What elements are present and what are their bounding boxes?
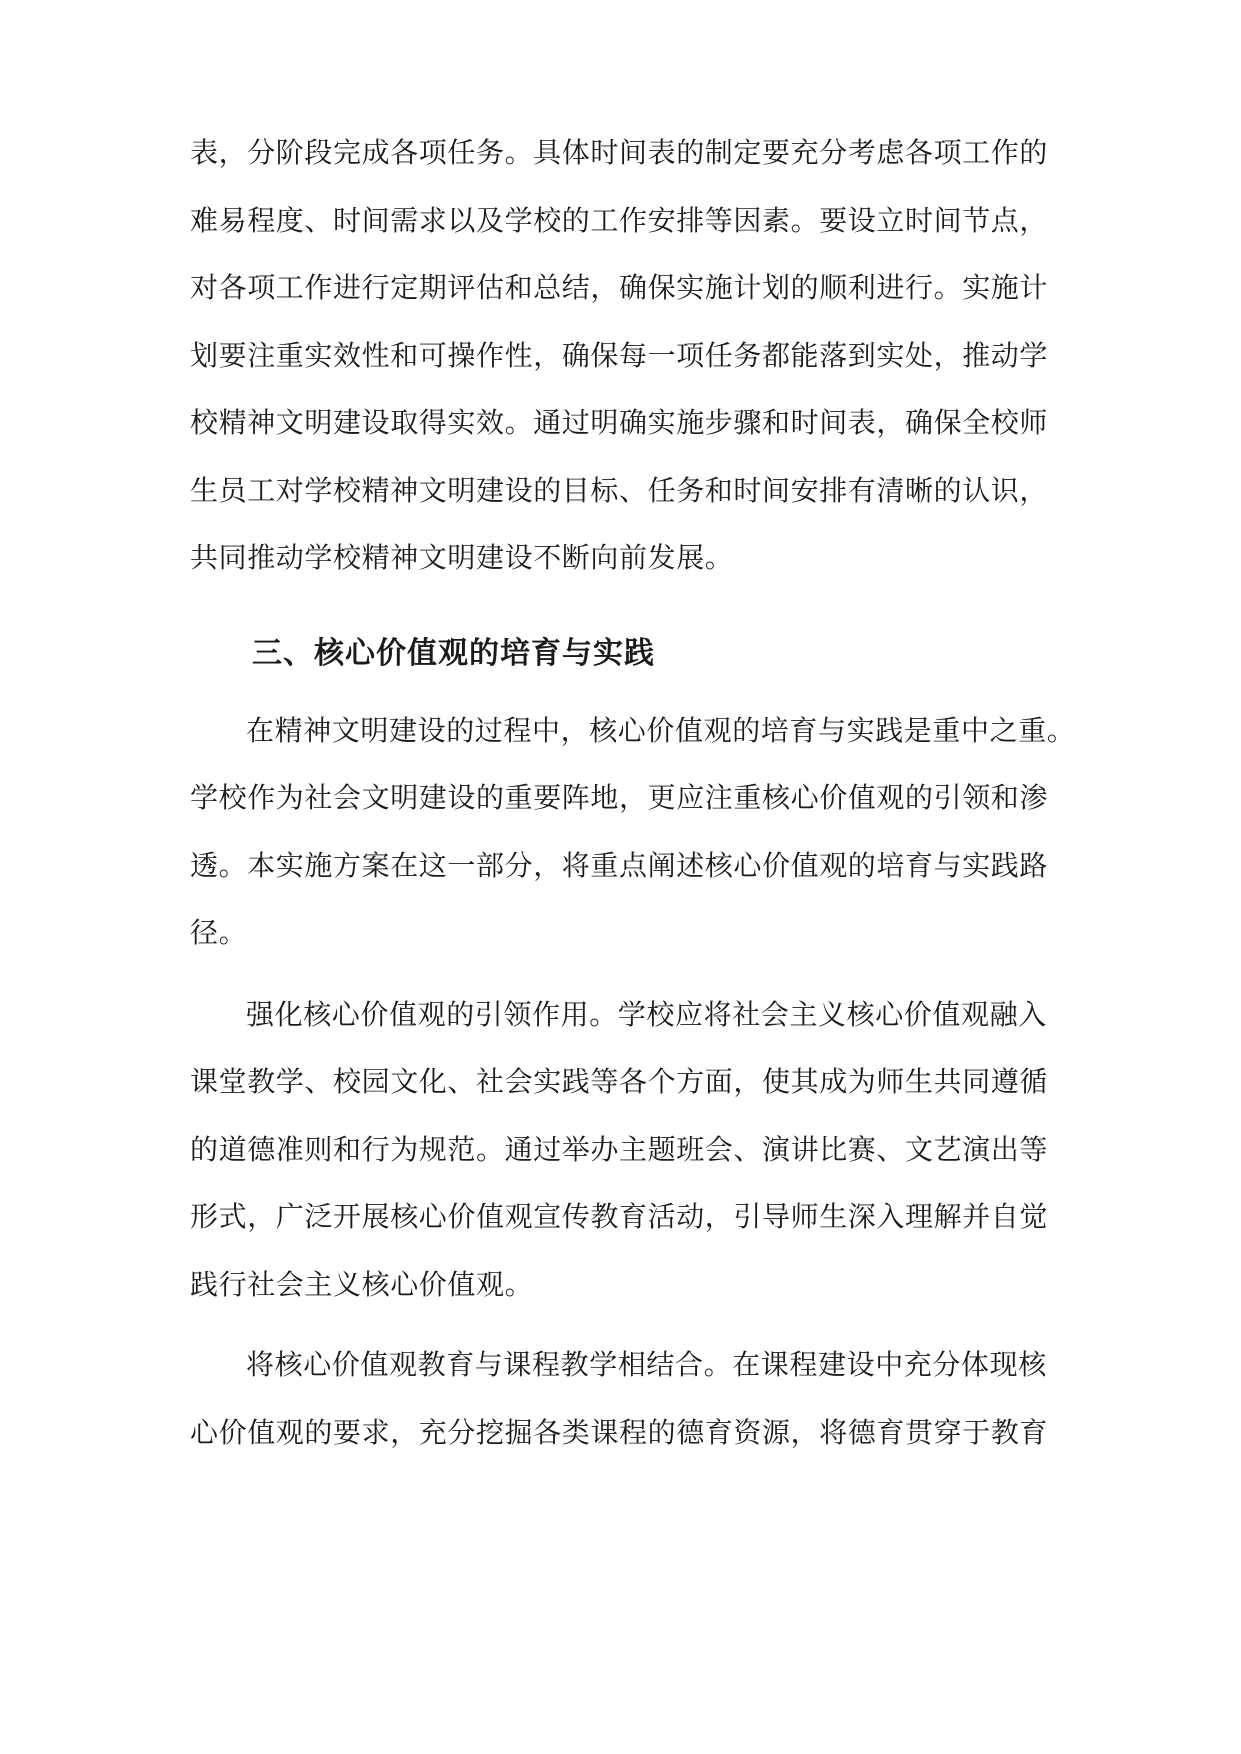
paragraph2-line: 径。 [190,916,248,949]
paragraph1-line: 划要注重实效性和可操作性，确保每一项任务都能落到实处，推动学 [190,339,1049,372]
paragraph2-line: 透。本实施方案在这一部分，将重点阐述核心价值观的培育与实践路 [190,849,1049,882]
paragraph4-line: 心价值观的要求，充分挖掘各类课程的德育资源，将德育贯穿于教育 [190,1416,1049,1449]
paragraph3-line: 的道德准则和行为规范。通过举办主题班会、演讲比赛、文艺演出等 [190,1133,1049,1166]
paragraph1-line: 难易程度、时间需求以及学校的工作安排等因素。要设立时间节点， [190,204,1049,237]
paragraph3-line: 强化核心价值观的引领作用。学校应将社会主义核心价值观融入 [246,998,1047,1031]
paragraph1-line: 表，分阶段完成各项任务。具体时间表的制定要充分考虑各项工作的 [190,136,1049,169]
paragraph2-line: 在精神文明建设的过程中，核心价值观的培育与实践是重中之重。 [246,714,1076,747]
paragraph1-line: 生员工对学校精神文明建设的目标、任务和时间安排有清晰的认识， [190,474,1049,507]
paragraph3-line: 践行社会主义核心价值观。 [190,1268,534,1301]
paragraph3-line: 形式，广泛开展核心价值观宣传教育活动，引导师生深入理解并自觉 [190,1200,1049,1233]
paragraph1-line: 共同推动学校精神文明建设不断向前发展。 [190,541,734,574]
paragraph1-line: 对各项工作进行定期评估和总结，确保实施计划的顺利进行。实施计 [190,271,1049,304]
paragraph3-line: 课堂教学、校园文化、社会实践等各个方面，使其成为师生共同遵循 [190,1065,1049,1098]
section-heading: 三、核心价值观的培育与实践 [252,636,655,671]
paragraph4-line: 将核心价值观教育与课程教学相结合。在课程建设中充分体现核 [246,1348,1047,1381]
paragraph2-line: 学校作为社会文明建设的重要阵地，更应注重核心价值观的引领和渗 [190,781,1049,814]
paragraph1-line: 校精神文明建设取得实效。通过明确实施步骤和时间表，确保全校师 [190,406,1049,439]
